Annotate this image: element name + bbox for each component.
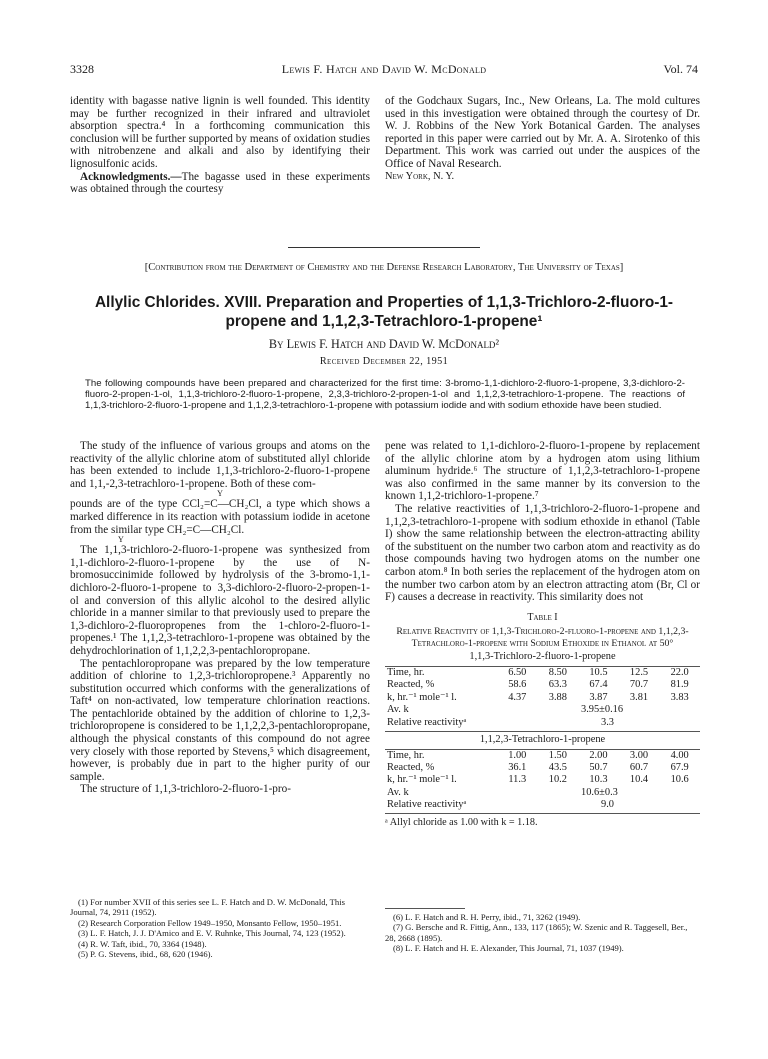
title-line-1: Allylic Chlorides. XVIII. Preparation and Properties of 1,1,3-Trichloro-2-fluoro-1- xyxy=(94,294,674,311)
affiliation: [Contribution from the Department of Chemistry and the Defense Research Laboratory, The University of Texas] xyxy=(144,262,624,273)
received-date: Received December 22, 1951 xyxy=(319,356,449,367)
body-right-column xyxy=(385,440,700,829)
paragraph: of the Godchaux Sugars, Inc., New Orleans, La. The mold cultures used in this investigation were obtained through the courtesy of Dr. W. J. Robbins of the New York Botanical Garden. The analyses reported in this paper were carried out by Mr. A. A. Sirotenko of this Department. This work was carried out under the auspices of the Office of Naval Research. xyxy=(385,95,700,170)
previous-article-left-column xyxy=(70,95,370,196)
footnote: (6) L. F. Hatch and R. H. Perry, ibid., 71, 3262 (1949). xyxy=(393,912,581,922)
footnote: (4) R. W. Taft, ibid., 70, 3364 (1948). xyxy=(78,938,207,949)
footnotes-left xyxy=(70,897,370,959)
paragraph: pounds are of the type CCl₂=C—CH₂Cl, a type which shows a marked difference in its reaction with potassium iodide in acetone from the similar type CH₂=C—CH₂Cl. xyxy=(70,498,370,536)
paragraph: identity with bagasse native lignin is well founded. This identity may be further recognized in their infrared and ultraviolet absorption spectra.⁴ In a forthcoming communication this conclusion will be further supported by means of oxidation studies with nitrobenzene and alkali and also by identifying their lignosulfonic acids. xyxy=(70,95,370,170)
table-section-2 xyxy=(385,750,700,812)
volume-number: Vol. 74 xyxy=(663,62,698,76)
acknowledgments-label: Acknowledgments.— xyxy=(80,170,182,183)
table-row: Reacted, % 58.6 63.3 67.4 70.7 81.9 xyxy=(387,679,689,691)
running-header xyxy=(70,62,698,78)
footnote: (5) P. G. Stevens, ibid., 68, 620 (1946). xyxy=(78,949,213,960)
paragraph: The structure of 1,1,3-trichloro-2-fluoro-1-pro- xyxy=(80,783,291,796)
table-bottom-rule xyxy=(385,813,700,814)
table-section-heading: 1,1,3-Trichloro-2-fluoro-1-propene xyxy=(385,651,700,667)
table-row: Time, hr. 6.50 8.50 10.5 12.5 22.0 xyxy=(387,666,689,678)
article-title xyxy=(74,293,694,331)
table-row: k, hr.⁻¹ mole⁻¹ l. 4.37 3.88 3.87 3.81 3.83 xyxy=(387,691,689,703)
footnote: (3) L. F. Hatch, J. J. D'Amico and E. V. Ruhnke, This Journal, 74, 123 (1952). xyxy=(78,928,346,939)
byline: By Lewis F. Hatch and David W. McDonald² xyxy=(268,337,500,351)
paragraph: The study of the influence of various groups and atoms on the reactivity of the allylic chlorine atom of substituted allyl chloride has been extended to include 1,1,3-trichloro-2-fluoro-1-propene and 1,1,-2,3-tetrachloro-1-propene. Both of these com- xyxy=(70,440,370,490)
table-row: Reacted, % 36.1 43.5 50.7 60.7 67.9 xyxy=(387,761,689,773)
formula-substituent: Y xyxy=(118,535,124,545)
footnotes-right xyxy=(385,908,700,954)
section-divider xyxy=(288,247,480,248)
footnote: (8) L. F. Hatch and H. E. Alexander, This Journal, 71, 1037 (1949). xyxy=(393,943,624,954)
table-row: Relative reactivityᵃ 3.3 xyxy=(387,716,614,728)
formula-substituent: Y xyxy=(217,489,223,499)
table-row: Av. k 10.6±0.3 xyxy=(387,786,618,798)
footnote: (7) G. Bersche and R. Fittig, Ann., 133, 117 (1865); W. Szenic and R. Taggesell, Ber., 28, 2668 (1895). xyxy=(385,922,688,943)
table-number: Table I xyxy=(527,611,558,623)
acknowledgments-text: The bagasse used in these experiments was obtained through the courtesy xyxy=(70,170,370,196)
table-1 xyxy=(385,612,700,829)
title-line-2: propene and 1,1,2,3-Tetrachloro-1-propene¹ xyxy=(225,313,543,330)
running-header-authors: Lewis F. Hatch and David W. McDonald xyxy=(281,62,487,76)
footnote: (1) For number XVII of this series see L. F. Hatch and D. W. McDonald, This Journal, 74, 2911 (1952). xyxy=(70,897,345,918)
previous-article-right-column xyxy=(385,95,700,183)
page-number: 3328 xyxy=(70,62,94,76)
paragraph: The 1,1,3-trichloro-2-fluoro-1-propene was synthesized from 1,1-dichloro-2-fluoro-1-propene by the use of N-bromosuccinimide followed by hydrolysis of the 3-bromo-1,1-dichloro-2-fluoro-1-propene to 3,3-dichloro-2-fluoro-2-propen-1-ol and conversion of this allylic alcohol to the desired allylic chloride in a manner similar to that previously used to prepare the 1,3-dichloro-2-fluoropropenes from the 1-chloro-2-fluoro-1-propenes.¹ The 1,1,2,3-tetrachloro-1-propene was obtained by the dehydrochlorination of 1,1,2,2,3-pentachloropropane. xyxy=(70,544,370,657)
table-row: Av. k 3.95±0.16 xyxy=(387,704,624,716)
abstract: The following compounds have been prepared and characterized for the first time: 3-bromo-1,1-dichloro-2-fluoro-1-propene, 3,3-dichloro-2-fluoro-2-propen-1-ol, 1,1,3-trichloro-2-fluoro-1-propene, 2,3,3-trichloro-2-propen-1-ol and 1,1,2,3-tetrachloro-1-propene. The reactions of 1,1,3-trichloro-2-fluoro-1-propene and 1,1,2,3-tetrachloro-1-propene with potassium iodide and with sodium ethoxide have been studied. xyxy=(85,378,685,411)
author-location: New York, N. Y. xyxy=(385,170,455,182)
table-row: Relative reactivityᵃ 9.0 xyxy=(387,799,614,811)
paragraph: The relative reactivities of 1,1,3-trichloro-2-fluoro-1-propene and 1,1,2,3-tetrachloro-1-propene with sodium ethoxide in ethanol (Table I) show the same relationship between the electron-attracting ability of the substituent on the number two carbon atom and reactivity as do those compounds having two hydrogen atoms on the number one carbon atom.⁸ In both series the replacement of the hydrogen atom on the number two carbon atom by an electron attracting atom (Br, Cl or F) causes a decrease in reactivity. This similarity does not xyxy=(385,502,700,604)
table-row: k, hr.⁻¹ mole⁻¹ l. 11.3 10.2 10.3 10.4 10.6 xyxy=(387,774,689,786)
table-caption: Relative Reactivity of 1,1,3-Trichloro-2-fluoro-1-propene and 1,1,2,3-Tetrachloro-1-propene with Sodium Ethoxide in Ethanol at 50° xyxy=(396,626,689,650)
table-row: Time, hr. 1.00 1.50 2.00 3.00 4.00 xyxy=(387,749,689,761)
body-left-column xyxy=(70,440,370,796)
table-section-heading: 1,1,2,3-Tetrachloro-1-propene xyxy=(385,731,700,750)
table-section-1 xyxy=(385,667,700,729)
paragraph: The pentachloropropane was prepared by the low temperature addition of chlorine to 1,2,3-trichloropropene.³ Apparently no substitution occurred which conforms with the generalizations of Taft⁴ on non-activated, low temperature chlorination reactions. The pentachloride obtained by the addition of chlorine to 1,2,3-trichloropropene is considered to be 1,1,2,2,3-pentachloropropane, although the physical constants of this compound do not agree very closely with those reported by Stevens,⁵ which disagreement, however, is probably due in part to the higher purity of our sample. xyxy=(70,657,370,783)
acknowledgments-paragraph xyxy=(70,171,370,196)
table-footnote: ᵃ Allyl chloride as 1.00 with k = 1.18. xyxy=(385,816,538,828)
footnote-rule xyxy=(385,908,465,909)
paragraph: pene was related to 1,1-dichloro-2-fluoro-1-propene by replacement of the allylic chlorine atom by a hydrogen atom using lithium aluminum hydride.⁶ The structure of 1,1,2,3-tetrachloro-1-propene was also confirmed in the same manner by its conversion to the known 1,1,2-trichloro-1-propene.⁷ xyxy=(385,440,700,503)
footnote: (2) Research Corporation Fellow 1949–1950, Monsanto Fellow, 1950–1951. xyxy=(78,917,342,928)
